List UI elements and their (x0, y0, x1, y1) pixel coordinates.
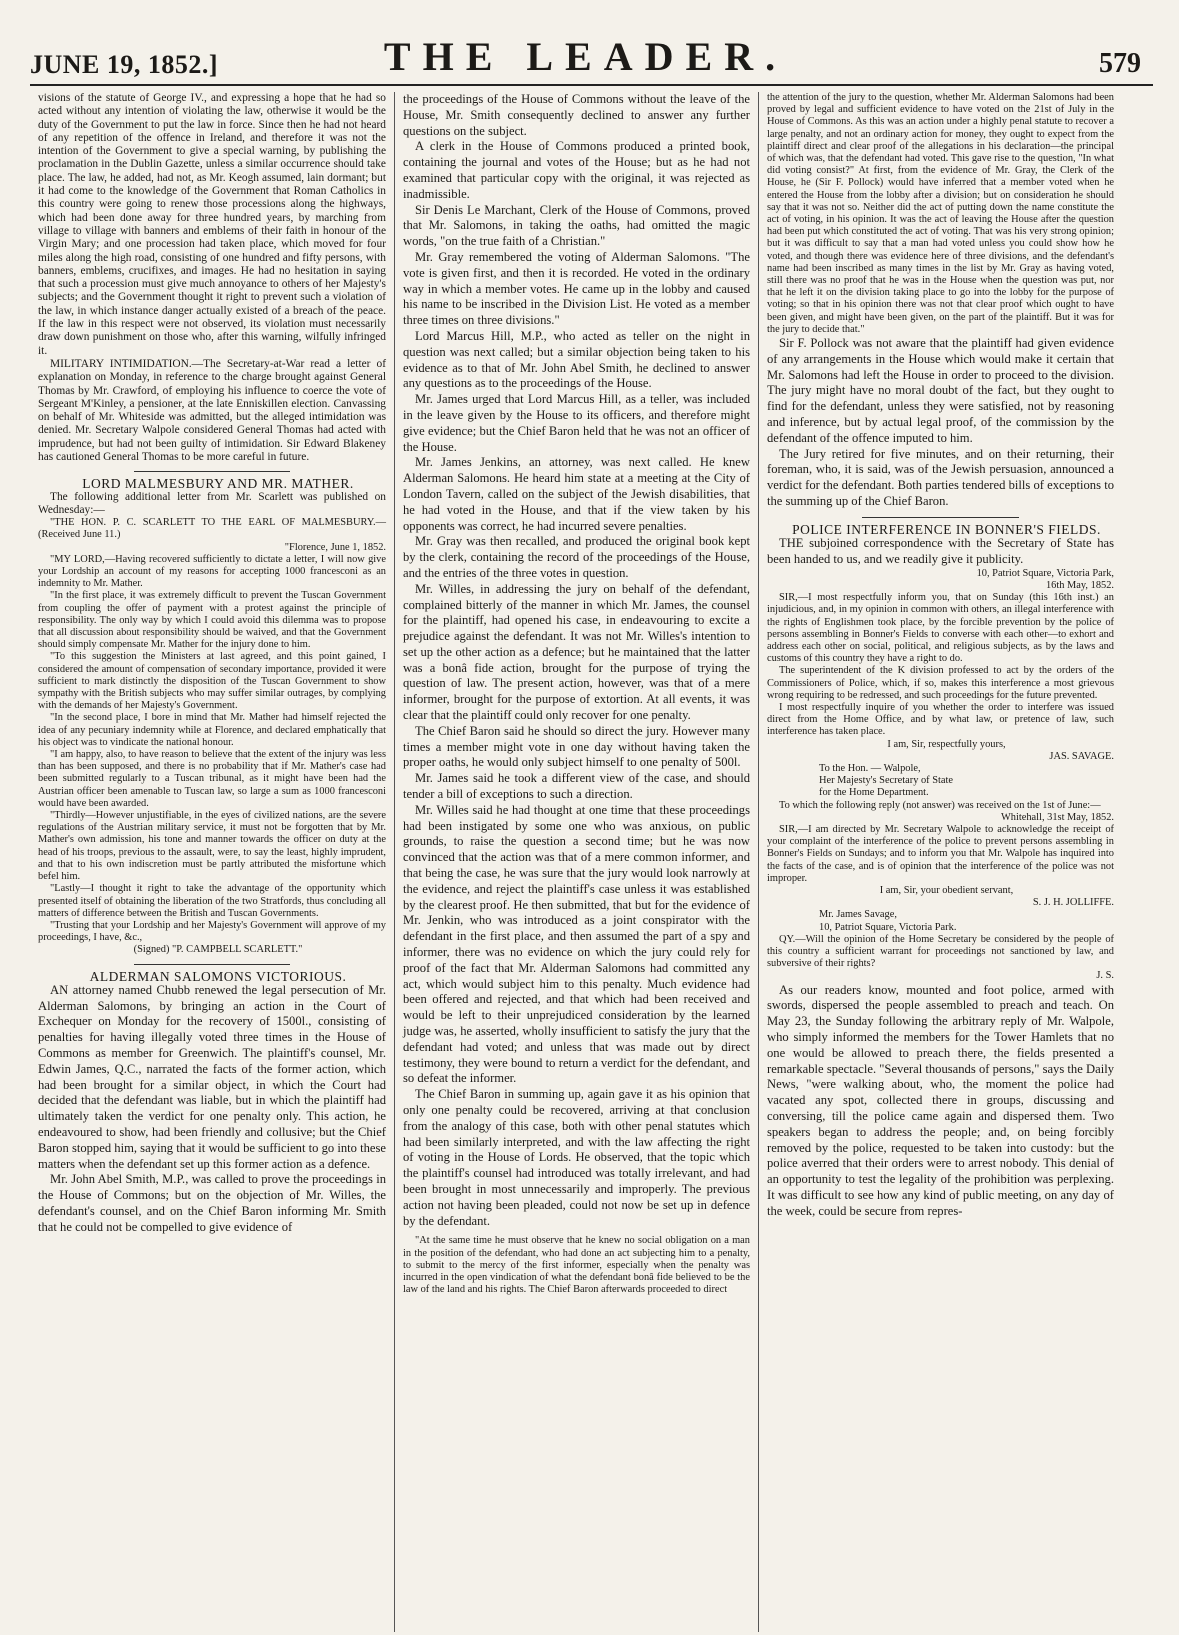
divider (134, 964, 291, 965)
paragraph: "MY LORD,—Having recovered sufficiently to dictate a letter, I will now give your Lordship an account of my reasons for accepting 1000 francesconi as an indemnity to Mr. Mather. (38, 553, 386, 590)
letter-signature: (Signed) "P. CAMPBELL SCARLETT." (133, 944, 303, 956)
letter-dateline: "Florence, June 1, 1852. (284, 541, 386, 553)
recipient-line: Mr. James Savage, (819, 909, 897, 921)
page-number: 579 (1099, 48, 1141, 79)
letter-address: 10, Patriot Square, Victoria Park, (976, 567, 1114, 579)
paragraph: To which the following reply (not answer) was received on the 1st of June:— (779, 799, 1101, 811)
column-3 (758, 92, 1122, 1632)
paragraph: "I am happy, also, to have reason to believe that the extent of the injury was less than has been supposed, and there is no probability that if Mr. Mather's case had been submitted regularly to a Tuscan tribunal, as it might have been had the Austrian officer been amenable to Tuscan law, so large a sum as 1000 francesconi would have been awarded. (38, 749, 386, 809)
paragraph: Mr. Gray was then recalled, and produced the original book kept by the clerk, containing the record of the proceedings of the House, and the entries of the three votes in question. (403, 534, 750, 580)
paragraph: "In the second place, I bore in mind that Mr. Mather had himself rejected the idea of any pecuniary indemnity while at Florence, and declared emphatically that his object was to vindicate the national honour. (38, 712, 386, 748)
paragraph: The Chief Baron in summing up, again gave it as his opinion that only one penalty could be recovered, arriving at that conclusion from the analogy of this case, both with other penal statutes which had been similarly interpreted, and with the law affecting the right of voting in the House of Lords. He observed, that the topic which the plaintiff's counsel had introduced was totally irrelevant, and had been brought in most unnecessarily and improperly. The previous action not having been pleaded, could not now be set up in defence by the defendant. (403, 1087, 750, 1228)
paragraph: the proceedings of the House of Commons without the leave of the House, Mr. Smith consequently declined to answer any further questions on the subject. (403, 92, 750, 138)
article-heading: LORD MALMESBURY AND MR. MATHER. (82, 476, 354, 492)
paragraph: Mr. James urged that Lord Marcus Hill, as a teller, was included in the leave given by the House to its officers, and therefore might give evidence; but the Chief Baron held that he was not an officer of the House. (403, 392, 750, 454)
letter-closing: I am, Sir, your obedient servant, (879, 885, 1014, 896)
letter-heading: "THE HON. P. C. SCARLETT TO THE EARL OF MALMESBURY.—(Received June 11.) (38, 517, 386, 541)
paragraph-signature: J. S. (1096, 970, 1114, 982)
paragraph: Mr. James Jenkins, an attorney, was next called. He knew Alderman Salomons. He heard him state at a meeting at the City of London Tavern, called on the subject of the Jewish disabilities, that he had voted in the House, and that if the view taken by his opponents was correct, he had incurred severe penalties. (403, 455, 750, 533)
paragraph: Mr. John Abel Smith, M.P., was called to prove the proceedings in the House of Commons; but on the objection of Mr. Willes, the defendant's counsel, and on the Chief Baron informing Mr. Smith that he could not be compelled to give evidence of (38, 1172, 386, 1234)
paragraph: QY.—Will the opinion of the Home Secretary be considered by the people of this country a sufficient warrant for proceedings not sanctioned by law, and subversive of their rights? (767, 933, 1114, 970)
letter-address: Whitehall, 31st May, 1852. (1000, 811, 1114, 823)
divider (862, 517, 1018, 518)
letter-signature: S. J. H. JOLLIFFE. (1032, 897, 1114, 909)
divider (134, 471, 291, 472)
paragraph: "Thirdly—However unjustifiable, in the eyes of civilized nations, are the severe regulations of the Austrian military service, it must not be forgotten that by Mr. Mather's own admission, his tone and manner towards the officer on duty at the head of his troops, previous to the assault, were, to say the least, highly imprudent, and that to his own indiscretion must be partly attributed the misfortune which befel him. (38, 810, 386, 883)
paragraph: "At the same time he must observe that he knew no social obligation on a man in the position of the defendant, who had done an act subjecting him to a penalty, to submit to the mercy of the first informer, especially when the penalty was incurred in the open vindication of what the defendant bonâ fide believed to be the law of the land and his rights. The Chief Baron afterwards proceeded to direct (403, 1235, 750, 1296)
paragraph: Mr. Willes said he had thought at one time that these proceedings had been instigated by some one who was anxious, on public grounds, to raise the question a second time; but he was now convinced that the action was that of a mere common informer, and that being the case, he was sure that the jury would look narrowly at the evidence, and reject the plaintiff's case unless it was established by the clearest proof. He then submitted, that but for the evidence of Mr. Jenkin, who was introduced as a joint conspirator with the defendant in the first place, and then assumed the part of a spy and informer, there was no evidence on which the jury could rely for proof of the fact that Mr. Alderman Salomons had committed any act, which would subject him to this penalty. Much evidence had been offered and rejected, and that which had been received and would be left to their unprejudiced consideration by the learned judge was, he asserted, wholly insufficient to satisfy the jury that the defendant had voted; and unless that was made out by direct testimony, they were bound to return a verdict for the defendant, and so defeat the informer. (403, 802, 750, 1086)
paragraph: THE subjoined correspondence with the Secretary of State has been handed to us, and we readily give it publicity. (767, 536, 1114, 566)
newspaper-title: THE LEADER. (383, 34, 788, 79)
column-1 (30, 92, 394, 1632)
article-heading: POLICE INTERFERENCE IN BONNER'S FIELDS. (792, 521, 1101, 537)
article-columns (30, 92, 1153, 1632)
paragraph: I most respectfully inquire of you whether the order to interfere was issued direct from the Home Office, and by what law, or pretence of law, such interference has taken place. (767, 701, 1114, 738)
masthead (30, 30, 1153, 86)
letter-signature: JAS. SAVAGE. (1049, 750, 1114, 762)
recipient-line: To the Hon. — Walpole, (819, 762, 921, 774)
paragraph: Sir F. Pollock was not aware that the plaintiff had given evidence of any arrangements in the House which would make it certain that Mr. Salomons had left the House in order to proceed to the division. The jury might have no moral doubt of the fact, but they ought to find for the defendant, unless they were satisfied, not by reasoning and inference, but by actual legal proof, of the commission by the defendant of the offence imputed to him. (767, 336, 1114, 445)
paragraph: Mr. James said he took a different view of the case, and should tender a bill of exceptions to such a direction. (403, 771, 750, 802)
paragraph: visions of the statute of George IV., and expressing a hope that he had so acted without any intention of violating the law, otherwise it would be the duty of the Government to put the law in force. Since then he had not heard of any repetition of the offence in Ireland, and therefore it was not the intention of the Government to give a special warning, by publishing the proclamation in the Dublin Gazette, unless a similar occurrence should take place. The law, he added, had not, as Mr. Keogh assumed, lain dormant; but it had come to the knowledge of the Government that Roman Catholics in this country were going to renew those processions along the highways, which had been done away for three hundred years, by marching from village to village with banners and emblems of their faith in honour of the Virgin Mary; and one procession had taken place, which moved for four miles along the high road, consisting of one hundred and fifty persons, with banners, emblems, crucifixes, and images. He had no hesitation in saying that such a procession must give much annoyance to others of her Majesty's subjects; and the Government thought it right to prevent such a violation of the law, in which instance danger actually existed of a breach of the peace. If the law in this respect were not observed, its violation must necessarily draw down punishment on those who, after this warning, wilfully infringed it. (38, 92, 386, 357)
recipient-line: 10, Patriot Square, Victoria Park. (819, 921, 957, 933)
paragraph: "To this suggestion the Ministers at last agreed, and this point gained, I considered the amount of compensation of secondary importance, provided it were sufficient to mark distinctly the disposition of the Tuscan Government to show sympathy with the British subjects who may suffer similar outrages, by complying with the demands of her Majesty's Government. (38, 651, 386, 712)
paragraph: The following additional letter from Mr. Scarlett was published on Wednesday:— (38, 490, 386, 516)
article-heading: ALDERMAN SALOMONS VICTORIOUS. (89, 968, 347, 984)
paragraph: A clerk in the House of Commons produced a printed book, containing the journal and votes of the House; but as he had not examined that particular copy with the original, it was rejected as inadmissible. (403, 139, 750, 201)
paragraph: SIR,—I am directed by Mr. Secretary Walpole to acknowledge the receipt of your complaint of the interference of the police to prevent persons assembling in Bonner's Fields on Sundays; and to inform you that Mr. Walpole has inquired into the facts of the case, and is of opinion that the interference of the police was not improper. (767, 823, 1114, 884)
paragraph: Mr. Willes, in addressing the jury on behalf of the defendant, complained bitterly of the manner in which Mr. James, the counsel for the plaintiff, had opened his case, in endeavouring to excite a prejudice against the defendant. It was not Mr. Willes's intention to set up the other action as a defence; but he maintained that the latter was a bonâ fide action, brought for the purpose of trying the question of law. The present action, however, was that of a mere informer, brought for the purpose of extortion. At all events, it was clear that the plaintiff could only recover for one penalty. (403, 581, 750, 723)
paragraph: "Lastly—I thought it right to take the advantage of the opportunity which presented itself of obtaining the liberation of the two Stratfords, thus concluding all matters of difference between the British and Tuscan Governments. (38, 883, 386, 919)
issue-date: JUNE 19, 1852.] (30, 50, 219, 79)
paragraph: The Jury retired for five minutes, and on their returning, their foreman, who, it is said, was of the Jewish persuasion, announced a verdict for the defendant. Both parties tendered bills of exceptions to the summing up of the Chief Baron. (767, 446, 1114, 509)
paragraph: As our readers know, mounted and foot police, armed with swords, dispersed the people assembled to preach and teach. On May 23, the Sunday following the arbitrary reply of Mr. Walpole, who simply informed the members for the Tower Hamlets that no one would be allowed to preach there, the fields presented a remarkable spectacle. "Several thousands of persons," says the Daily News, "were walking about, who, the moment the police had vacated any spot, collected there in groups, discussing and conversing, till the police came again and dispersed them. Two speakers began to address the people; and, on being forcibly removed by the police, requested to be taken into custody: but the police averred that their orders were to arrest nobody. This denial of an opportunity to test the legality of the prohibition was perplexing. It was difficult to see how any kind of public meeting, on any day of the week, could be secure from repres- (767, 982, 1114, 1218)
paragraph: The Chief Baron said he should so direct the jury. However many times a member might vote in one day without having taken the proper oaths, he would only subject himself to one penalty of 500l. (403, 723, 750, 770)
paragraph: The superintendent of the K division professed to act by the orders of the Commissioners of Police, which, if so, makes this interference a most grievous wrong requiring to be redressed, and such proceedings for the future prevented. (767, 665, 1114, 701)
paragraph: Mr. Gray remembered the voting of Alderman Salomons. "The vote is given first, and then it is recorded. He voted in the ordinary way in which a member votes. He came up in the lobby and caused his name to be inscribed in the Division List. He voted as a member three times on three divisions." (403, 249, 750, 328)
paragraph: AN attorney named Chubb renewed the legal persecution of Mr. Alderman Salomons, by bringing an action in the Court of Exchequer on Monday for the recovery of 1500l., consisting of penalties for having illegally voted three times in the House of Commons as member for Greenwich. The plaintiff's counsel, Mr. Edwin James, Q.C., narrated the facts of the former action, which had been brought for a similar object, in which the Court had decided that the defendant was liable, but in which the plaintiff had ultimately taken the verdict for one penalty only. This action, he endeavoured to show, had been friendly and collusive; but the Chief Baron stopped him, saying that it would be sufficient to go into these matters when the defendant set up this former action as a defence. (38, 982, 386, 1171)
recipient-line: Her Majesty's Secretary of State (819, 775, 954, 787)
column-2 (394, 92, 758, 1632)
paragraph: MILITARY INTIMIDATION.—The Secretary-at-War read a letter of explanation on Monday, in reference to the charge brought against General Thomas by Mr. Crawford, of employing his influence to coerce the vote of Sergeant M'Kinley, a pensioner, at the late Enniskillen election. Canvassing on behalf of Mr. Whiteside was admitted, but the alleged intimidation was denied. Mr. Secretary Walpole considered General Thomas had acted with imprudence, but had not been guilty of intimidation. Sir Edward Blakeney has cautioned General Thomas to be more careful in future. (38, 357, 386, 464)
paragraph: "In the first place, it was extremely difficult to prevent the Tuscan Government from coupling the offer of payment with a protest against the principle of responsibility. The only way by which I could avoid this dilemma was to propose that all discussion about responsibility should be waived, and that the Government should simply compensate Mr. Mather for the injury done to him. (38, 590, 386, 651)
letter-closing: I am, Sir, respectfully yours, (887, 738, 1006, 750)
paragraph: Lord Marcus Hill, M.P., who acted as teller on the night in question was next called; but a similar objection being taken to his evidence as to that of Mr. John Abel Smith, he declined to answer any questions as to the proceedings of the House. (403, 328, 750, 391)
paragraph: Sir Denis Le Marchant, Clerk of the House of Commons, proved that Mr. Salomons, in taking the oaths, had omitted the magic words, "on the true faith of a Christian." (403, 202, 750, 249)
paragraph: the attention of the jury to the question, whether Mr. Alderman Salomons had been proved by legal and sufficient evidence to have voted on the 21st of July in the House of Commons. As this was an action under a highly penal statute to recover a large penalty, and not an ordinary action for money, they ought to expect from the plaintiff direct and clear proof of the allegations in his declaration—the principal of which was, that the defendant had voted. This gave rise to the question, "In what did voting consist?" At first, from the evidence of Mr. Gray, the Clerk of the House, he (Sir F. Pollock) would have inferred that a member voted when he entered the House from the lobby after a division; but on consideration he should say that it was not so. Neither did the act of putting down the name constitute the act of voting, in his opinion. It was the act of leaving the House after the question had been put which constituted the act of voting. That was his very strong opinion; but it was difficult to say that a man had voted unless you could show how he voted, and though there was evidence here of three divisions, and the defendant's name had been inscribed as many times in the list by Mr. Gray as having voted, still there was no proof that he was in the House when the question was put, nor that he left it on the division taking place to go into the lobby for the purpose of voting; so that in his opinion there was not that clear proof which ought to have been given, and might have been given, on the part of the plaintiff. But it was for the jury to decide that." (767, 92, 1114, 335)
recipient-line: for the Home Department. (819, 787, 929, 799)
letter-date: 16th May, 1852. (1045, 579, 1114, 591)
paragraph: SIR,—I most respectfully inform you, that on Sunday (this 16th inst.) an injudicious, and, in my opinion in common with others, an illegal interference with the rights of Englishmen took place, by the forcible prevention by the police of persons assembling in Bonner's Fields to converse with each other—to exhort and address each other on social, political, and religious subjects, as by the laws and customs of this country they have a right to do. (767, 592, 1114, 665)
paragraph: "Trusting that your Lordship and her Majesty's Government will approve of my proceedings, I have, &c., (38, 919, 386, 944)
